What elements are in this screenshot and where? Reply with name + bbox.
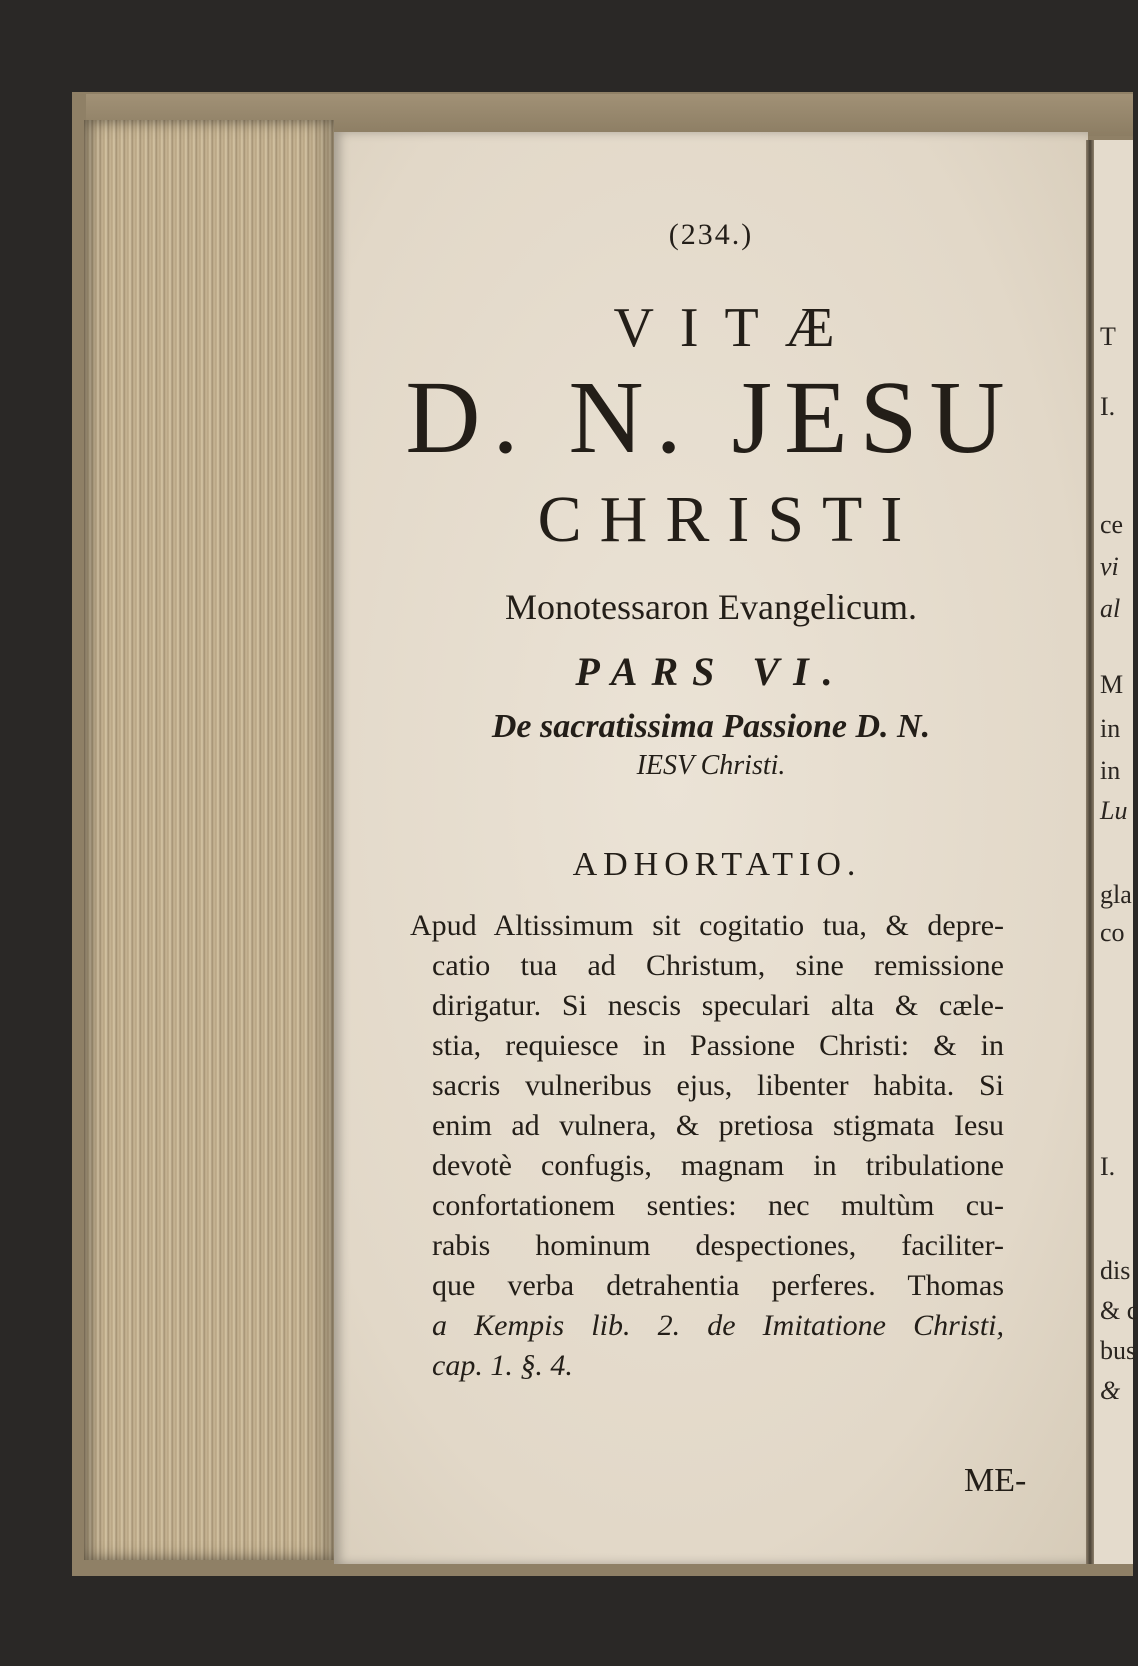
facing-page-fragment: dis [1100,1256,1131,1285]
facing-page-fragment: co [1100,918,1125,947]
facing-page-fragment: Lu [1100,796,1128,825]
body-line: dirigatur. Si nescis speculari alta & cæle- [432,989,1004,1022]
title-line-2: D. N. JESU [405,360,1017,475]
facing-page-fragment: T [1100,322,1116,351]
body-line: Apud Altissimum sit cogitatio tua, & depre- [410,909,1004,942]
description-line-2: IESV Christi. [636,750,786,781]
body-line: catio tua ad Christum, sine remissione [432,949,1004,982]
facing-page-fragment: gla [1100,880,1132,909]
body-line: sacris vulneribus ejus, libenter habita. Si [432,1069,1004,1102]
book-page [334,132,1088,1564]
facing-page-fragment: I. [1100,1152,1116,1181]
facing-page-fragment: in [1100,714,1121,743]
facing-page-fragment: I. [1100,392,1116,421]
body-line: devotè confugis, magnam in tribulatione [432,1149,1004,1182]
facing-page-edge [1094,140,1138,1564]
body-line: que verba detrahentia perferes. Thomas [432,1269,1004,1302]
body-line: a Kempis lib. 2. de Imitatione Christi, [432,1309,1004,1342]
section-title: ADHORTATIO. [572,846,862,883]
facing-page-fragment: & [1100,1376,1121,1405]
facing-page-fragment: M [1100,670,1124,699]
facing-page-fragment: ce [1100,510,1124,539]
subtitle: Monotessaron Evangelicum. [505,587,917,627]
facing-page-fragment: vi [1100,552,1119,581]
facing-page-fragment: al [1100,594,1121,623]
page-fore-edge [84,120,334,1560]
catchword: ME- [964,1462,1027,1499]
body-line: rabis hominum despectiones, faciliter- [432,1229,1004,1262]
book-gutter [1086,140,1094,1564]
body-line: confortationem senties: nec multùm cu- [432,1189,1004,1222]
title-line-1: VITÆ [613,297,861,359]
facing-page-fragment: in [1100,756,1121,785]
body-line: enim ad vulnera, & pretiosa stigmata Iesu [432,1109,1004,1142]
body-line: stia, requiesce in Passione Christi: & in [432,1029,1004,1062]
body-text [410,906,1004,1386]
part-label: PARS VI. [575,649,847,694]
body-line: cap. 1. §. 4. [432,1349,573,1382]
facing-page-fragment: bus [1100,1336,1137,1365]
description-line-1: De sacratissima Passione D. N. [491,708,931,745]
page-number: (234.) [668,218,754,251]
title-line-3: CHRISTI [537,483,921,556]
facing-page-fragment: & c [1100,1296,1138,1325]
